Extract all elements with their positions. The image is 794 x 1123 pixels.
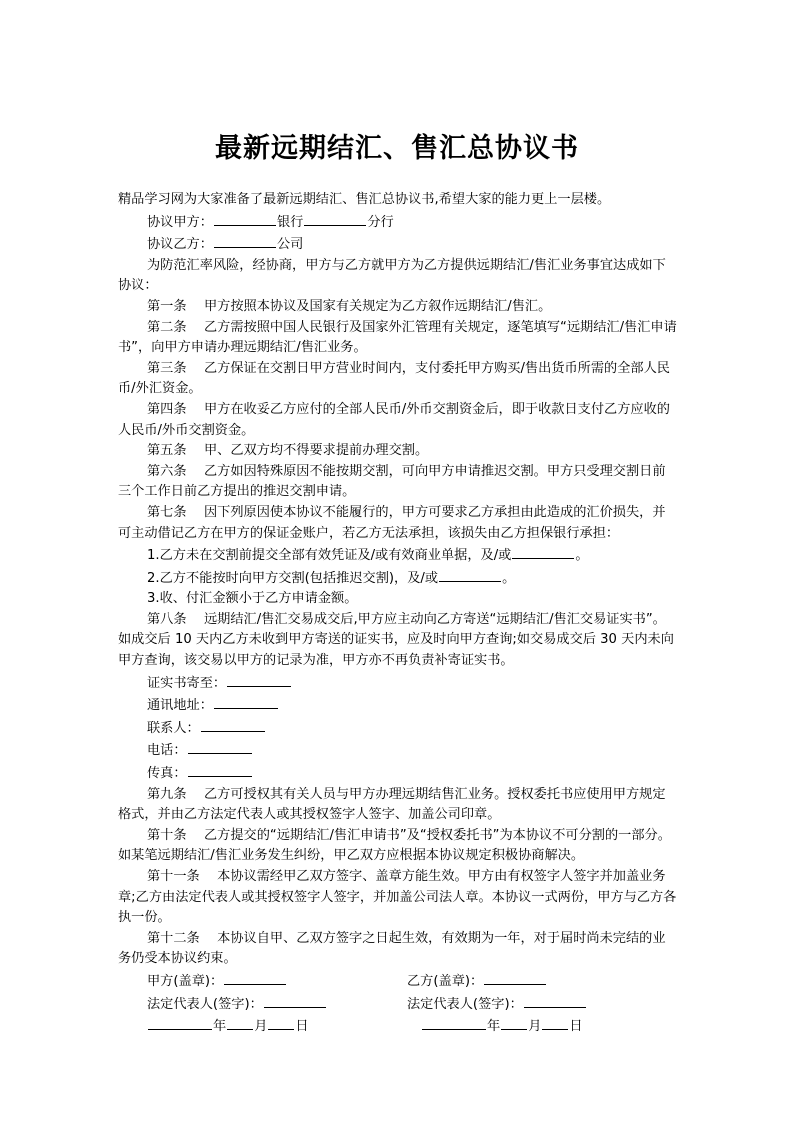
party-b-seal [407,970,678,993]
party-b-company: 公司 [276,237,304,253]
article-7-item-1 [118,544,678,567]
signature-date-row [118,1015,678,1038]
address-label: 通讯地址： [147,698,213,714]
blank-line [524,993,586,1008]
article-3: 第三条 乙方保证在交割日甲方营业时间内，支付委托甲方购买/售出货币所需的全部人民币/外汇资金。 [118,360,670,397]
blank-line [439,567,501,582]
blank-line [188,739,252,754]
party-a-date [147,1015,407,1038]
article-7-item-3: 3.收、付汇金额小于乙方申请金额。 [147,591,358,607]
item-1-end: 。 [575,548,589,564]
send-to-label: 证实书寄至： [147,675,227,691]
article-2: 第二条 乙方需按照中国人民银行及国家外汇管理有关规定，逐笔填写“远期结汇/售汇申请书”，向甲方申请办理远期结汇/售汇业务。 [118,319,677,356]
a-rep-label: 法定代表人(签字)： [147,996,263,1012]
month-label: 月 [528,1019,542,1035]
article-12: 第十二条 本协议自甲、乙双方签字之日起生效，有效期为一年，对于届时尚未完结的业务仍受本协议约束。 [118,930,666,967]
party-a-seal [147,970,407,993]
article-9: 第九条 乙方可授权其有关人员与甲方办理远期结售汇业务。授权委托书应使用甲方规定格式，并由乙方法定代表人或其授权签字人签字、加盖公司印章。 [118,786,666,823]
blank-line [422,1015,486,1030]
blank-line [227,1015,253,1030]
party-b-date [407,1015,678,1038]
party-b-line [118,233,678,256]
b-rep-label: 法定代表人(签字)： [407,996,523,1012]
document-body [118,190,678,1038]
intro-text: 精品学习网为大家准备了最新远期结汇、售汇总协议书,希望大家的能力更上一层楼。 [118,192,611,207]
party-a-bank: 银行 [276,214,304,230]
blank-line [512,544,574,559]
blank-line [501,1015,527,1030]
party-a-line [118,211,678,234]
a-seal-label: 甲方(盖章)： [147,973,224,989]
party-b-label: 协议乙方： [147,237,213,253]
blank-line [227,672,291,687]
day-label: 日 [295,1019,309,1035]
signature-rep-row [118,993,678,1016]
fax-label: 传真： [147,766,187,782]
blank-line [188,762,252,777]
signature-seal-row [118,970,678,993]
document-title: 最新远期结汇、售汇总协议书 [215,133,579,164]
year-label: 年 [487,1019,501,1035]
contact-fax [118,762,678,785]
blank-line [484,970,546,985]
item-1-text: 1.乙方未在交割前提交全部有效凭证及/或有效商业单据，及/或 [147,548,512,564]
contact-address [118,694,678,717]
blank-line [264,993,326,1008]
blank-line [224,970,286,985]
contact-person [118,717,678,740]
b-seal-label: 乙方(盖章)： [407,973,484,989]
party-a-label: 协议甲方： [147,214,213,230]
party-b-rep [407,993,678,1016]
contact-send-to [118,672,678,695]
blank-line [268,1015,294,1030]
blank-line [214,211,276,226]
contact-phone [118,739,678,762]
blank-line [201,717,265,732]
article-4: 第四条 甲方在收妥乙方应付的全部人民币/外币交割资金后，即于收款日支付乙方应收的人民币/外币交割资金。 [118,401,670,438]
article-1: 第一条 甲方按照本协议及国家有关规定为乙方叙作远期结汇/售汇。 [147,298,552,314]
year-label: 年 [213,1019,227,1035]
day-label: 日 [569,1019,583,1035]
article-5: 第五条 甲、乙双方均不得要求提前办理交割。 [147,443,429,459]
preamble: 为防范汇率风险，经协商，甲方与乙方就甲方为乙方提供远期结汇/售汇业务事宜达成如下协议： [118,257,666,294]
party-a-branch: 分行 [367,214,394,230]
person-label: 联系人： [147,720,200,736]
blank-line [214,233,276,248]
article-10: 第十条 乙方提交的“远期结汇/售汇申请书”及“授权委托书”为本协议不可分割的一部分。如某笔远期结汇/售汇业务发生纠纷，甲乙双方应根据本协议规定积极协商解决。 [118,827,671,864]
blank-line [214,694,278,709]
article-6: 第六条 乙方如因特殊原因不能按期交割，可向甲方申请推迟交割。甲方只受理交割日前三个工作日前乙方提出的推迟交割申请。 [118,463,666,500]
phone-label: 电话： [147,743,187,759]
blank-line [542,1015,568,1030]
party-a-rep [147,993,407,1016]
item-2-text: 2.乙方不能按时向甲方交割(包括推迟交割)，及/或 [147,570,439,586]
month-label: 月 [254,1019,268,1035]
article-8: 第八条 远期结汇/售汇交易成交后,甲方应主动向乙方寄送“远期结汇/售汇交易证实书”。如成交后 10 天内乙方未收到甲方寄送的证实书，应及时向甲方查询;如交易成交后 30 天内未向甲方查询，该交易以甲方的记录为准，甲方亦不再负责补寄证实书。 [118,611,674,669]
item-2-end: 。 [502,570,516,586]
article-7-item-2 [118,567,678,590]
article-11: 第十一条 本协议需经甲乙双方签字、盖章方能生效。甲方由有权签字人签字并加盖业务章;乙方由法定代表人或其授权签字人签字，并加盖公司法人章。本协议一式两份，甲方与乙方各执一份。 [118,869,677,926]
blank-line [148,1015,212,1030]
article-7: 第七条 因下列原因使本协议不能履行的，甲方可要求乙方承担由此造成的汇价损失，并可主动借记乙方在甲方的保证金账户，若乙方无法承担，该损失由乙方担保银行承担： [118,504,666,541]
blank-line [304,211,366,226]
